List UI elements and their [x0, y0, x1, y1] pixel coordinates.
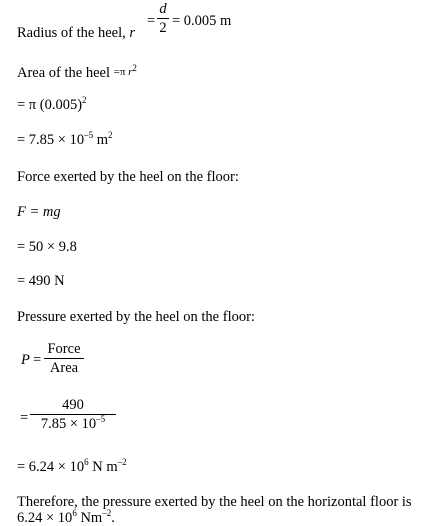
area-formula-var: r — [128, 66, 133, 78]
area-step1 — [17, 95, 87, 113]
pressure-values-denominator-text: 7.85 × 10 — [40, 415, 97, 432]
conclusion-line1: Therefore, the pressure exerted by the heel on the horizontal floor is — [17, 494, 412, 510]
pressure-sub-equals: = — [20, 410, 29, 426]
area-formula-line — [17, 63, 137, 81]
area-step2-text: = 7.85 × 10 — [17, 132, 85, 148]
pressure-result-text: = 6.24 × 10 — [17, 459, 85, 475]
pressure-values-numerator: 490 — [30, 398, 116, 415]
pressure-result-exponent: 6 — [84, 457, 89, 467]
pressure-values-denominator-exponent: –5 — [96, 413, 106, 424]
radius-fraction-denominator: 2 — [159, 19, 167, 36]
area-label: Area of the heel — [17, 65, 114, 81]
pressure-values-denominator — [30, 415, 116, 432]
area-step1-exponent: 2 — [82, 95, 87, 105]
pressure-result-unit-exponent: –2 — [117, 457, 127, 467]
radius-var: r — [129, 25, 136, 41]
force-heading: Force exerted by the heel on the floor: — [17, 169, 239, 185]
area-step2 — [17, 130, 113, 148]
pressure-fraction-denominator: Area — [49, 359, 79, 376]
area-step1-text: = π (0.005) — [17, 97, 83, 113]
conclusion-line2 — [17, 508, 115, 526]
pressure-heading: Pressure exerted by the heel on the floor: — [17, 309, 255, 325]
force-step1: = 50 × 9.8 — [17, 239, 77, 255]
area-step2-unit-exponent: 2 — [108, 130, 113, 140]
conclusion-line2-unit: Nm — [76, 510, 103, 526]
pressure-var: P — [21, 352, 30, 368]
pressure-fraction-force-area — [44, 342, 84, 375]
conclusion-line2-period: . — [111, 510, 115, 526]
pressure-fraction-values — [30, 398, 116, 431]
pressure-fraction-numerator: Force — [44, 342, 84, 359]
area-step2-exponent: –5 — [84, 130, 94, 140]
conclusion-line2-exponent: 6 — [72, 508, 77, 518]
pressure-result — [17, 457, 127, 475]
radius-fraction — [157, 2, 169, 35]
area-formula-exponent: 2 — [132, 63, 137, 73]
force-step2: = 490 N — [17, 273, 65, 289]
radius-label-text: Radius of the heel, — [17, 25, 130, 41]
radius-equals: = — [147, 13, 156, 29]
radius-result: = 0.005 m — [172, 13, 232, 29]
radius-label — [17, 26, 135, 41]
area-step2-unit: m — [93, 132, 109, 148]
conclusion-line2-unit-exponent: –2 — [102, 508, 112, 518]
area-formula-prefix: =π — [113, 66, 129, 78]
radius-fraction-numerator: d — [157, 2, 169, 19]
force-formula: F = mg — [17, 204, 61, 220]
pressure-equals: = — [33, 352, 42, 368]
conclusion-line2-text: 6.24 × 10 — [17, 510, 73, 526]
pressure-result-unit: N m — [88, 459, 118, 475]
